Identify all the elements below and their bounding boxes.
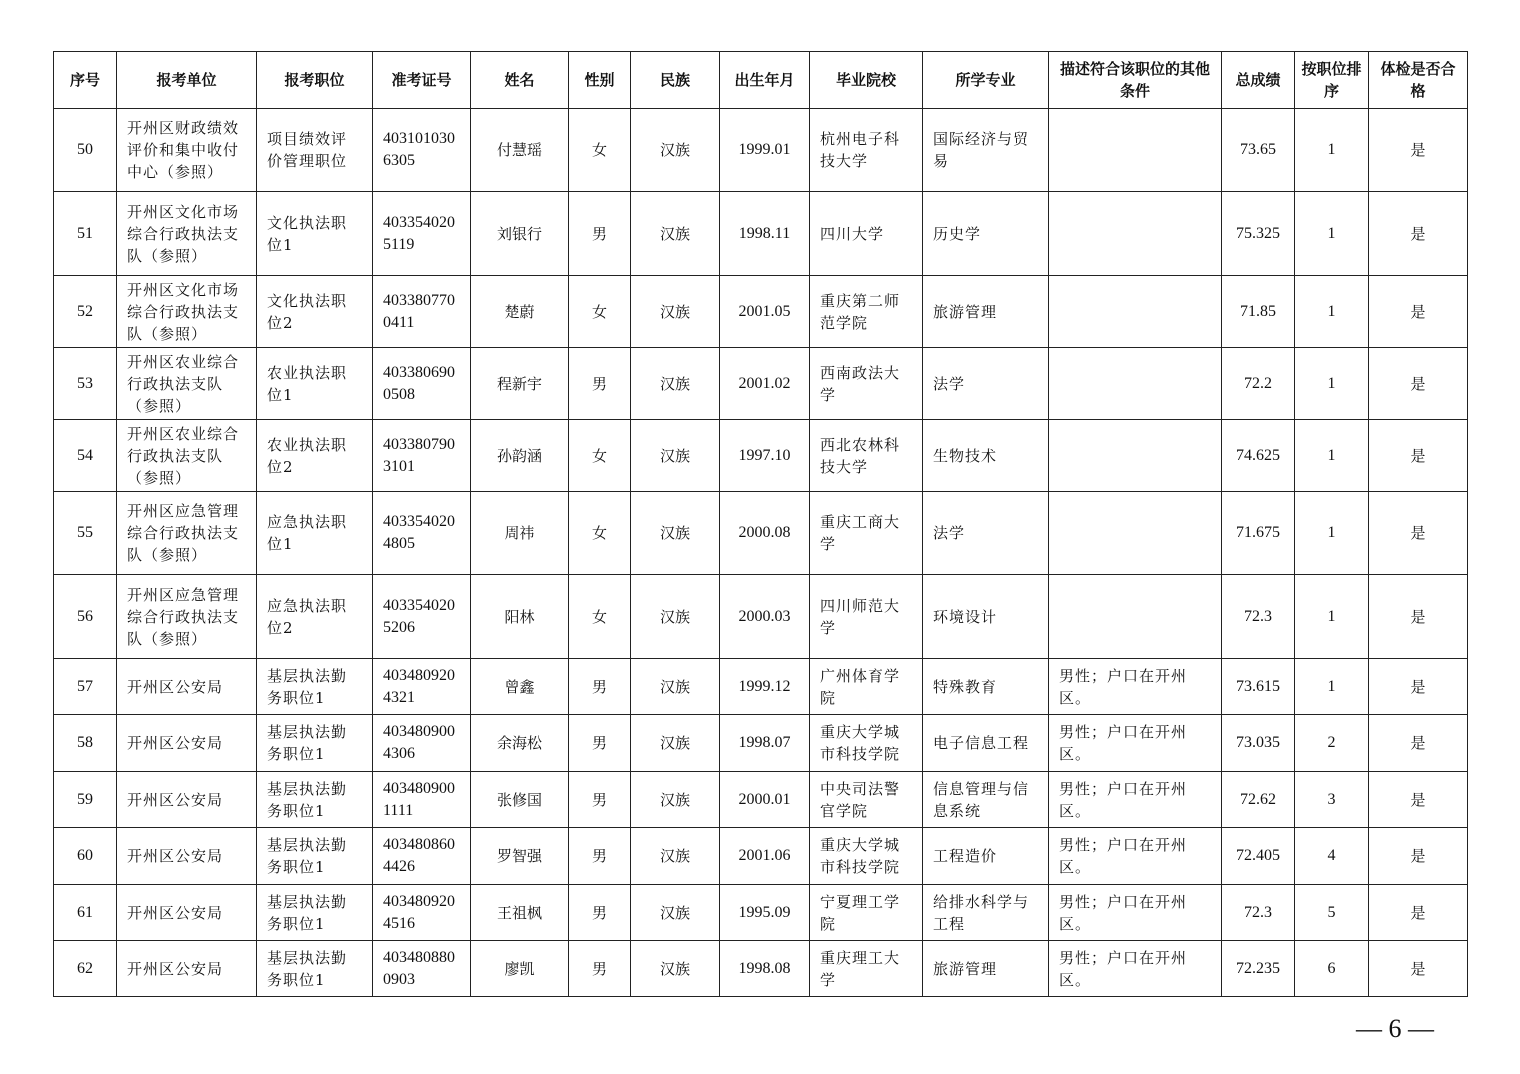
table-row (54, 828, 1468, 885)
cell-position: 文化执法职位2 (257, 276, 373, 348)
header-name: 姓名 (471, 52, 569, 109)
cell-major: 环境设计 (923, 575, 1049, 659)
cell-ethnicity: 汉族 (631, 659, 720, 715)
cell-gender: 女 (569, 276, 631, 348)
cell-exam-id: 4034808800903 (373, 941, 471, 997)
cell-score: 72.405 (1222, 828, 1295, 885)
cell-position: 基层执法勤务职位1 (257, 715, 373, 772)
cell-score: 73.035 (1222, 715, 1295, 772)
header-exam-id: 准考证号 (373, 52, 471, 109)
cell-name: 周祎 (471, 492, 569, 575)
header-gender: 性别 (569, 52, 631, 109)
cell-passed: 是 (1369, 715, 1468, 772)
cell-score: 74.625 (1222, 420, 1295, 492)
cell-unit: 开州区农业综合行政执法支队（参照） (117, 420, 257, 492)
cell-exam-id: 4033540204805 (373, 492, 471, 575)
header-conditions: 描述符合该职位的其他条件 (1049, 52, 1222, 109)
cell-conditions (1049, 348, 1222, 420)
cell-no: 62 (54, 941, 117, 997)
cell-unit: 开州区公安局 (117, 828, 257, 885)
cell-school: 中央司法警官学院 (810, 772, 923, 828)
table-row (54, 420, 1468, 492)
table-row (54, 715, 1468, 772)
cell-conditions: 男性；户口在开州区。 (1049, 941, 1222, 997)
cell-birth: 2000.01 (720, 772, 810, 828)
cell-gender: 男 (569, 659, 631, 715)
cell-major: 旅游管理 (923, 941, 1049, 997)
cell-exam-id: 4033807700411 (373, 276, 471, 348)
cell-score: 71.85 (1222, 276, 1295, 348)
cell-name: 孙韵涵 (471, 420, 569, 492)
cell-exam-id: 4033540205206 (373, 575, 471, 659)
cell-passed: 是 (1369, 828, 1468, 885)
cell-birth: 1999.01 (720, 109, 810, 192)
cell-passed: 是 (1369, 575, 1468, 659)
cell-exam-id: 4034809204321 (373, 659, 471, 715)
cell-conditions: 男性；户口在开州区。 (1049, 659, 1222, 715)
cell-name: 王祖枫 (471, 885, 569, 941)
cell-birth: 2001.05 (720, 276, 810, 348)
cell-major: 信息管理与信息系统 (923, 772, 1049, 828)
cell-major: 法学 (923, 492, 1049, 575)
cell-position: 基层执法勤务职位1 (257, 659, 373, 715)
cell-ethnicity: 汉族 (631, 828, 720, 885)
cell-passed: 是 (1369, 885, 1468, 941)
cell-conditions (1049, 192, 1222, 276)
cell-conditions (1049, 276, 1222, 348)
cell-exam-id: 4034809001111 (373, 772, 471, 828)
cell-no: 54 (54, 420, 117, 492)
cell-name: 余海松 (471, 715, 569, 772)
cell-gender: 男 (569, 348, 631, 420)
cell-gender: 女 (569, 492, 631, 575)
cell-major: 历史学 (923, 192, 1049, 276)
cell-gender: 女 (569, 575, 631, 659)
cell-rank: 1 (1295, 276, 1369, 348)
header-passed: 体检是否合格 (1369, 52, 1468, 109)
cell-ethnicity: 汉族 (631, 192, 720, 276)
cell-position: 应急执法职位1 (257, 492, 373, 575)
cell-unit: 开州区公安局 (117, 772, 257, 828)
cell-birth: 2001.06 (720, 828, 810, 885)
table-row (54, 348, 1468, 420)
cell-conditions: 男性；户口在开州区。 (1049, 715, 1222, 772)
cell-rank: 1 (1295, 109, 1369, 192)
cell-rank: 1 (1295, 192, 1369, 276)
page-number: — 6 — (1356, 1014, 1434, 1043)
cell-rank: 6 (1295, 941, 1369, 997)
cell-exam-id: 4031010306305 (373, 109, 471, 192)
cell-major: 国际经济与贸易 (923, 109, 1049, 192)
cell-major: 电子信息工程 (923, 715, 1049, 772)
table-row (54, 192, 1468, 276)
cell-score: 72.62 (1222, 772, 1295, 828)
header-school: 毕业院校 (810, 52, 923, 109)
cell-gender: 男 (569, 941, 631, 997)
cell-unit: 开州区文化市场综合行政执法支队（参照） (117, 192, 257, 276)
cell-unit: 开州区应急管理综合行政执法支队（参照） (117, 492, 257, 575)
cell-unit: 开州区应急管理综合行政执法支队（参照） (117, 575, 257, 659)
cell-school: 重庆第二师范学院 (810, 276, 923, 348)
table-header-row (54, 52, 1468, 109)
table-row (54, 772, 1468, 828)
cell-ethnicity: 汉族 (631, 575, 720, 659)
cell-rank: 4 (1295, 828, 1369, 885)
cell-score: 72.2 (1222, 348, 1295, 420)
cell-gender: 女 (569, 109, 631, 192)
cell-conditions (1049, 109, 1222, 192)
header-ethnicity: 民族 (631, 52, 720, 109)
cell-ethnicity: 汉族 (631, 715, 720, 772)
cell-school: 西南政法大学 (810, 348, 923, 420)
cell-birth: 1997.10 (720, 420, 810, 492)
cell-unit: 开州区文化市场综合行政执法支队（参照） (117, 276, 257, 348)
cell-position: 项目绩效评价管理职位 (257, 109, 373, 192)
table-row (54, 492, 1468, 575)
cell-name: 张修国 (471, 772, 569, 828)
cell-gender: 男 (569, 715, 631, 772)
cell-exam-id: 4033806900508 (373, 348, 471, 420)
header-no: 序号 (54, 52, 117, 109)
cell-position: 应急执法职位2 (257, 575, 373, 659)
cell-passed: 是 (1369, 109, 1468, 192)
cell-score: 71.675 (1222, 492, 1295, 575)
header-birth: 出生年月 (720, 52, 810, 109)
cell-passed: 是 (1369, 276, 1468, 348)
cell-unit: 开州区公安局 (117, 659, 257, 715)
cell-exam-id: 4033807903101 (373, 420, 471, 492)
cell-position: 农业执法职位2 (257, 420, 373, 492)
cell-gender: 女 (569, 420, 631, 492)
cell-birth: 1998.07 (720, 715, 810, 772)
cell-passed: 是 (1369, 772, 1468, 828)
cell-school: 重庆大学城市科技学院 (810, 715, 923, 772)
cell-conditions (1049, 420, 1222, 492)
header-major: 所学专业 (923, 52, 1049, 109)
cell-exam-id: 4034809004306 (373, 715, 471, 772)
table-row (54, 575, 1468, 659)
cell-ethnicity: 汉族 (631, 348, 720, 420)
cell-rank: 5 (1295, 885, 1369, 941)
cell-unit: 开州区公安局 (117, 941, 257, 997)
cell-major: 给排水科学与工程 (923, 885, 1049, 941)
table-row (54, 659, 1468, 715)
cell-gender: 男 (569, 885, 631, 941)
cell-no: 59 (54, 772, 117, 828)
cell-birth: 1998.08 (720, 941, 810, 997)
cell-rank: 1 (1295, 420, 1369, 492)
cell-no: 55 (54, 492, 117, 575)
cell-name: 程新宇 (471, 348, 569, 420)
cell-unit: 开州区公安局 (117, 715, 257, 772)
cell-passed: 是 (1369, 348, 1468, 420)
cell-passed: 是 (1369, 941, 1468, 997)
cell-rank: 3 (1295, 772, 1369, 828)
cell-position: 农业执法职位1 (257, 348, 373, 420)
cell-rank: 1 (1295, 348, 1369, 420)
cell-exam-id: 4034809204516 (373, 885, 471, 941)
cell-no: 56 (54, 575, 117, 659)
cell-school: 广州体育学院 (810, 659, 923, 715)
cell-major: 特殊教育 (923, 659, 1049, 715)
cell-name: 阳林 (471, 575, 569, 659)
cell-birth: 2000.08 (720, 492, 810, 575)
cell-name: 曾鑫 (471, 659, 569, 715)
cell-passed: 是 (1369, 659, 1468, 715)
header-position: 报考职位 (257, 52, 373, 109)
header-unit: 报考单位 (117, 52, 257, 109)
cell-school: 四川师范大学 (810, 575, 923, 659)
cell-exam-id: 4033540205119 (373, 192, 471, 276)
cell-unit: 开州区公安局 (117, 885, 257, 941)
cell-ethnicity: 汉族 (631, 772, 720, 828)
cell-birth: 2000.03 (720, 575, 810, 659)
table-row (54, 941, 1468, 997)
cell-birth: 1995.09 (720, 885, 810, 941)
cell-gender: 男 (569, 192, 631, 276)
cell-major: 工程造价 (923, 828, 1049, 885)
cell-birth: 1998.11 (720, 192, 810, 276)
cell-position: 基层执法勤务职位1 (257, 885, 373, 941)
cell-score: 72.3 (1222, 885, 1295, 941)
cell-rank: 1 (1295, 659, 1369, 715)
cell-ethnicity: 汉族 (631, 885, 720, 941)
cell-gender: 男 (569, 772, 631, 828)
cell-conditions (1049, 575, 1222, 659)
cell-ethnicity: 汉族 (631, 276, 720, 348)
cell-school: 宁夏理工学院 (810, 885, 923, 941)
cell-ethnicity: 汉族 (631, 941, 720, 997)
cell-rank: 2 (1295, 715, 1369, 772)
cell-score: 73.65 (1222, 109, 1295, 192)
cell-name: 付慧瑶 (471, 109, 569, 192)
cell-school: 重庆工商大学 (810, 492, 923, 575)
cell-score: 72.235 (1222, 941, 1295, 997)
cell-score: 73.615 (1222, 659, 1295, 715)
cell-conditions: 男性；户口在开州区。 (1049, 772, 1222, 828)
table-row (54, 276, 1468, 348)
cell-conditions: 男性；户口在开州区。 (1049, 828, 1222, 885)
cell-school: 四川大学 (810, 192, 923, 276)
cell-birth: 2001.02 (720, 348, 810, 420)
cell-no: 57 (54, 659, 117, 715)
cell-conditions (1049, 492, 1222, 575)
cell-position: 基层执法勤务职位1 (257, 941, 373, 997)
cell-ethnicity: 汉族 (631, 492, 720, 575)
candidate-table (53, 51, 1468, 997)
cell-no: 52 (54, 276, 117, 348)
table-row (54, 885, 1468, 941)
cell-passed: 是 (1369, 492, 1468, 575)
cell-no: 50 (54, 109, 117, 192)
cell-name: 楚蔚 (471, 276, 569, 348)
cell-school: 杭州电子科技大学 (810, 109, 923, 192)
cell-no: 60 (54, 828, 117, 885)
cell-no: 61 (54, 885, 117, 941)
cell-passed: 是 (1369, 192, 1468, 276)
cell-gender: 男 (569, 828, 631, 885)
cell-conditions: 男性；户口在开州区。 (1049, 885, 1222, 941)
cell-school: 西北农林科技大学 (810, 420, 923, 492)
cell-no: 58 (54, 715, 117, 772)
cell-unit: 开州区农业综合行政执法支队（参照） (117, 348, 257, 420)
cell-birth: 1999.12 (720, 659, 810, 715)
cell-score: 72.3 (1222, 575, 1295, 659)
cell-no: 53 (54, 348, 117, 420)
header-rank: 按职位排序 (1295, 52, 1369, 109)
cell-name: 罗智强 (471, 828, 569, 885)
cell-rank: 1 (1295, 492, 1369, 575)
cell-no: 51 (54, 192, 117, 276)
cell-position: 基层执法勤务职位1 (257, 772, 373, 828)
cell-score: 75.325 (1222, 192, 1295, 276)
cell-rank: 1 (1295, 575, 1369, 659)
cell-ethnicity: 汉族 (631, 420, 720, 492)
table-row (54, 109, 1468, 192)
cell-exam-id: 4034808604426 (373, 828, 471, 885)
cell-unit: 开州区财政绩效评价和集中收付中心（参照） (117, 109, 257, 192)
header-score: 总成绩 (1222, 52, 1295, 109)
cell-school: 重庆理工大学 (810, 941, 923, 997)
cell-major: 法学 (923, 348, 1049, 420)
cell-position: 基层执法勤务职位1 (257, 828, 373, 885)
cell-position: 文化执法职位1 (257, 192, 373, 276)
cell-school: 重庆大学城市科技学院 (810, 828, 923, 885)
cell-major: 旅游管理 (923, 276, 1049, 348)
cell-ethnicity: 汉族 (631, 109, 720, 192)
cell-major: 生物技术 (923, 420, 1049, 492)
cell-name: 刘银行 (471, 192, 569, 276)
cell-passed: 是 (1369, 420, 1468, 492)
cell-name: 廖凯 (471, 941, 569, 997)
